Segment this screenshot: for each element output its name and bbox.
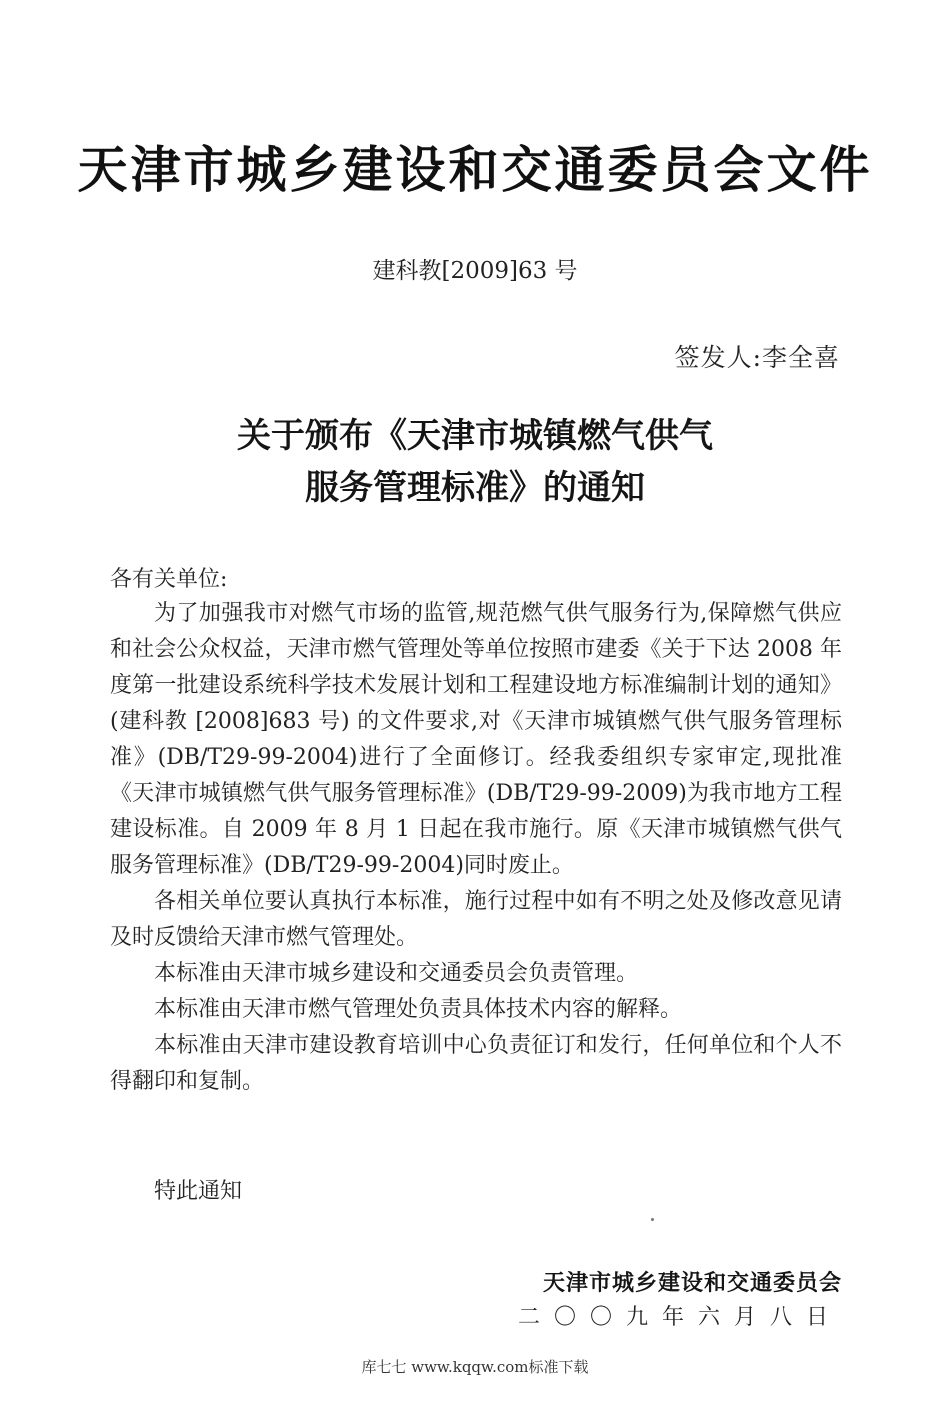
scan-speck [651,1218,654,1221]
signer-line: 签发人:李全喜 [674,343,840,372]
body-paragraph-3: 本标准由天津市城乡建设和交通委员会负责管理。 [154,961,639,986]
notice-title-line-2: 服务管理标准》的通知 [305,468,645,508]
body-paragraph-4: 本标准由天津市燃气管理处负责具体技术内容的解释。 [154,997,683,1022]
footer-watermark: 库七七 www.kqqw.com标准下载 [361,1358,589,1376]
issuing-organization: 天津市城乡建设和交通委员会 [542,1270,842,1296]
document-number: 建科教[2009]63 号 [372,258,578,284]
document-header-title: 天津市城乡建设和交通委员会文件 [77,140,873,199]
closing-remark: 特此通知 [154,1179,243,1204]
body-paragraph-2: 各相关单位要认真执行本标准，施行过程中如有不明之处及修改意见请及时反馈给天津市燃气管理处。 [110,889,842,950]
body-paragraph-5: 本标准由天津市建设教育培训中心负责征订和发行，任何单位和个人不得翻印和复制。 [110,1033,842,1094]
notice-body [110,596,842,1100]
salutation: 各有关单位: [110,567,228,592]
issue-date: 二〇〇九年六月八日 [517,1305,842,1330]
notice-title-line-1: 关于颁布《天津市城镇燃气供气 [237,416,713,456]
notice-title [0,410,950,514]
body-paragraph-1: 为了加强我市对燃气市场的监管,规范燃气供气服务行为,保障燃气供应和社会公众权益，天津市燃气管理处等单位按照市建委《关于下达 2008 年度第一批建设系统科学技术发展计划和工程建设地方标准编制计划的通知》(建科教 [2008]683 号) 的文件要求,对《天津市城镇燃气供气服务管理标准》(DB/T29-99-2004)进行了全面修订。经我委组织专家审定,现批准《天津市城镇燃气供气服务管理标准》(DB/T29-99-2009)为我市地方工程建设标准。自 2009 年 8 月 1 日起在我市施行。原《天津市城镇燃气供气服务管理标准》(DB/T29-99-2004)同时废止。 [110,601,842,878]
